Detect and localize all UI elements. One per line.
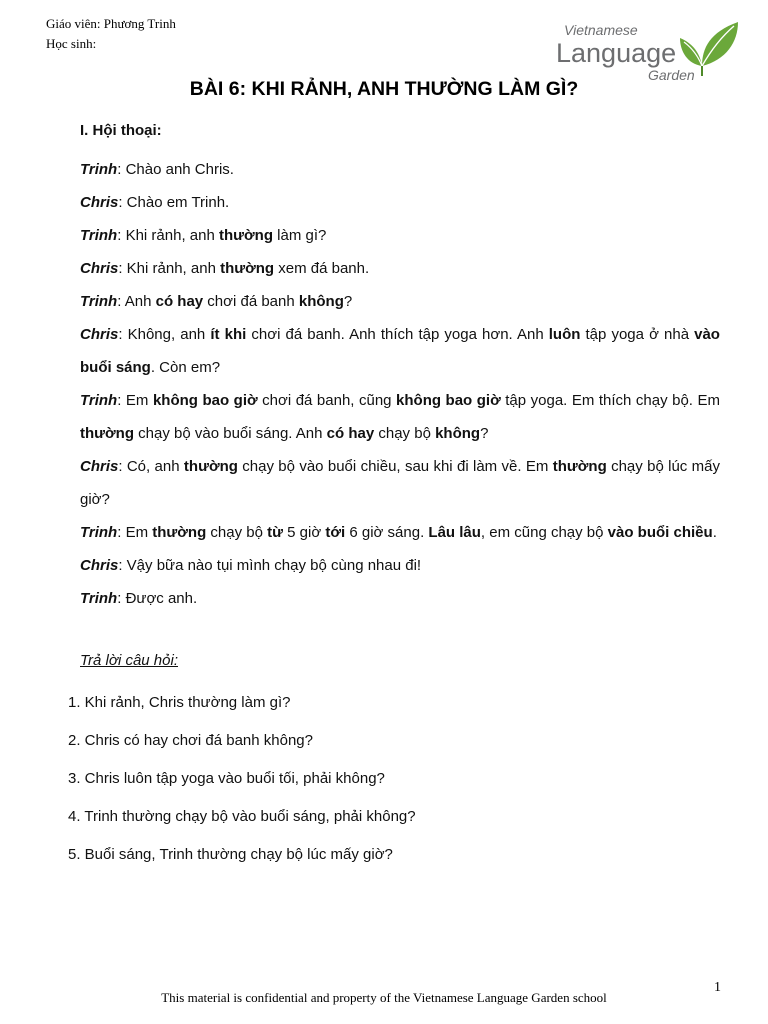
dialogue-section: [80, 120, 720, 615]
footer-note: This material is confidential and property of the Vietnamese Language Garden school: [161, 990, 607, 1005]
speaker-name: Trinh: [80, 590, 118, 607]
keyword: có hay: [326, 425, 375, 442]
dialogue-line: Chris: Vậy bữa nào tụi mình chạy bộ cùng nhau đi!: [80, 557, 422, 574]
keyword: thường: [552, 458, 607, 475]
speaker-name: Trinh: [80, 392, 118, 409]
keyword: vào buổi chiều: [607, 524, 713, 541]
dialogue-line: Trinh: Chào anh Chris.: [80, 161, 234, 178]
keyword: thường: [183, 458, 238, 475]
dialogue-line: Trinh: Khi rảnh, anh thường làm gì?: [80, 227, 327, 244]
keyword: không: [298, 293, 344, 310]
keyword: luôn: [548, 326, 581, 343]
document-header: [46, 14, 176, 54]
question-item: 4. Trinh thường chạy bộ vào buổi sáng, phải không?: [68, 808, 416, 825]
keyword: không bao giờ: [396, 392, 501, 409]
speaker-name: Trinh: [80, 161, 118, 178]
keyword: Lâu lâu: [428, 524, 481, 541]
keyword: tới: [325, 524, 346, 541]
speaker-name: Trinh: [80, 227, 118, 244]
logo-top-text: Vietnamese: [564, 22, 638, 38]
question-item: 5. Buổi sáng, Trinh thường chạy bộ lúc mấy giờ?: [68, 846, 393, 863]
page-number: 1: [714, 980, 721, 995]
question-item: 3. Chris luôn tập yoga vào buổi tối, phải không?: [68, 770, 385, 787]
keyword: có hay: [155, 293, 204, 310]
lesson-title: BÀI 6: KHI RẢNH, ANH THƯỜNG LÀM GÌ?: [189, 78, 579, 100]
speaker-name: Chris: [80, 458, 119, 475]
keyword: không: [435, 425, 481, 442]
questions-heading: Trả lời câu hỏi:: [80, 652, 178, 669]
keyword: thường: [220, 260, 275, 277]
speaker-name: Trinh: [80, 524, 118, 541]
student-line: Học sinh:: [46, 36, 97, 51]
dialogue-line: Chris: Chào em Trinh.: [80, 194, 230, 211]
dialogue-line: Trinh: Em thường chạy bộ từ 5 giờ tới 6 giờ sáng. Lâu lâu, em cũng chạy bộ vào buổi chiều.: [80, 524, 717, 541]
speaker-name: Trinh: [80, 293, 118, 310]
questions-section: [68, 650, 708, 874]
dialogue-line: Trinh: Anh có hay chơi đá banh không?: [80, 293, 353, 310]
speaker-name: Chris: [80, 260, 119, 277]
speaker-name: Chris: [80, 194, 119, 211]
keyword: thường: [80, 425, 135, 442]
vietnamese-language-garden-logo: [552, 18, 748, 86]
dialogue-line: Trinh: Được anh.: [80, 590, 198, 607]
dialogue-line: Trinh: Em không bao giờ chơi đá banh, cũng không bao giờ tập yoga. Em thích chạy bộ. Em thường chạy bộ vào buổi sáng. Anh có hay chạy bộ không?: [80, 392, 720, 442]
dialogue-line: Chris: Khi rảnh, anh thường xem đá banh.: [80, 260, 370, 277]
keyword: ít khi: [210, 326, 247, 343]
speaker-name: Chris: [80, 557, 119, 574]
section-heading: I. Hội thoại:: [80, 122, 162, 139]
question-item: 2. Chris có hay chơi đá banh không?: [68, 732, 313, 749]
keyword: từ: [267, 524, 283, 541]
keyword: thường: [218, 227, 273, 244]
keyword: thường: [152, 524, 207, 541]
dialogue-line: Chris: Không, anh ít khi chơi đá banh. Anh thích tập yoga hơn. Anh luôn tập yoga ở nhà vào buổi sáng. Còn em?: [80, 326, 720, 376]
keyword: vào buổi sáng: [80, 326, 720, 376]
speaker-name: Chris: [80, 326, 119, 343]
question-item: 1. Khi rảnh, Chris thường làm gì?: [68, 694, 291, 711]
teacher-line: Giáo viên: Phương Trinh: [46, 16, 176, 31]
dialogue-line: Chris: Có, anh thường chạy bộ vào buổi chiều, sau khi đi làm về. Em thường chạy bộ lúc mấy giờ?: [80, 458, 720, 508]
keyword: không bao giờ: [152, 392, 258, 409]
logo-main-text: Language: [556, 38, 677, 68]
logo-bottom-text: Garden: [648, 67, 695, 83]
